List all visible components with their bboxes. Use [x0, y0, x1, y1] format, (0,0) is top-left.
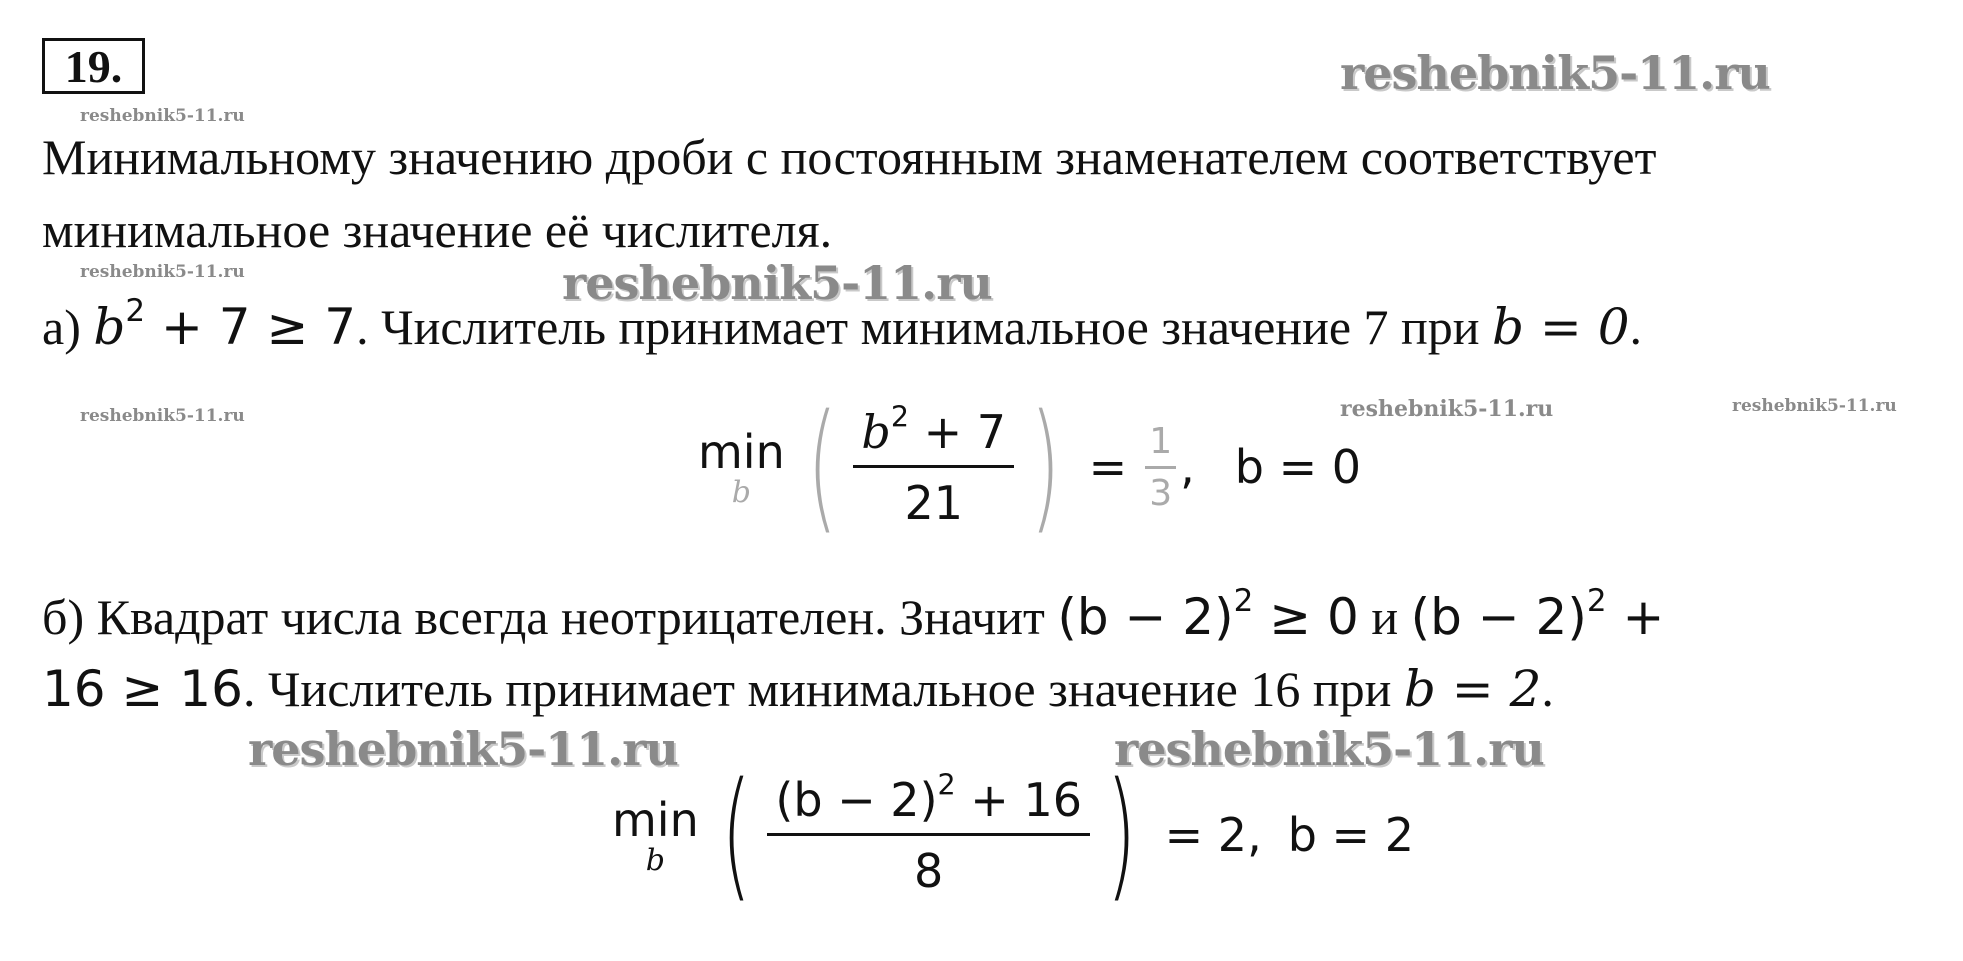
part-a-formula-condition: b = 0 — [1234, 440, 1362, 494]
part-b-expr-1: $(b - 2)^2 \ge 0$ — [1057, 582, 1359, 646]
part-b-line-2: 16 ≥ 16. Числитель принимает минимальное значение 16 при b = 2. — [42, 660, 1554, 718]
left-paren: ( — [721, 753, 752, 916]
min-operator: min b — [698, 424, 785, 510]
fraction: $\frac{b^2 + 7}{21}$ — [853, 405, 1014, 530]
part-a-line: а) $b^2 + 7 \ge 7$. Числитель принимает минимальное значение 7 при b = 0. — [42, 292, 1643, 356]
part-a-formula: min b ( $\frac{b^2 + 7}{21}$ ) = $\frac{1}{3}$ , b = 0 — [698, 385, 1362, 548]
watermark: reshebnik5-11.ru — [80, 106, 245, 126]
watermark: reshebnik5-11.ru — [562, 256, 992, 310]
result-fraction: $\frac{1}{3}$ — [1145, 421, 1176, 514]
part-b-line-1: б) Квадрат числа всегда неотрицателен. Значит $(b - 2)^2 \ge 0$ и $(b - 2)^2$ + — [42, 582, 1665, 646]
watermark: reshebnik5-11.ru — [248, 722, 678, 776]
part-b-expr-2: $(b - 2)^2$ + — [1410, 582, 1665, 646]
watermark: reshebnik5-11.ru — [80, 406, 245, 426]
part-a-label: а) — [42, 299, 81, 355]
watermark: reshebnik5-11.ru — [1114, 722, 1544, 776]
left-paren: ( — [807, 385, 838, 548]
part-b-formula-condition: b = 2 — [1287, 808, 1414, 862]
part-a-expression: $b^2 + 7 \ge 7$ — [93, 292, 357, 356]
part-a-text: . Числитель принимает минимальное значение 7 при — [356, 299, 1493, 355]
watermark: reshebnik5-11.ru — [1340, 396, 1554, 422]
right-paren: ) — [1030, 385, 1061, 548]
part-b-formula — [612, 753, 1414, 916]
equals-sign: = — [1088, 440, 1128, 494]
result: = 2, — [1164, 808, 1262, 862]
fraction: $\frac{(b - 2)^2 + 16}{8}$ — [767, 773, 1090, 898]
problem-number: 19. — [42, 38, 145, 94]
min-operator: min b — [612, 792, 699, 878]
watermark: reshebnik5-11.ru — [1340, 46, 1770, 100]
right-paren: ) — [1106, 753, 1137, 916]
part-a-condition: b = 0 — [1492, 298, 1630, 356]
watermark: reshebnik5-11.ru — [1732, 396, 1897, 416]
intro-line-2: минимальное значение её числителя. — [42, 202, 833, 258]
watermark: reshebnik5-11.ru — [80, 262, 245, 282]
intro-line-1: Минимальному значению дроби с постоянным знаменателем соответствует — [42, 129, 1657, 185]
